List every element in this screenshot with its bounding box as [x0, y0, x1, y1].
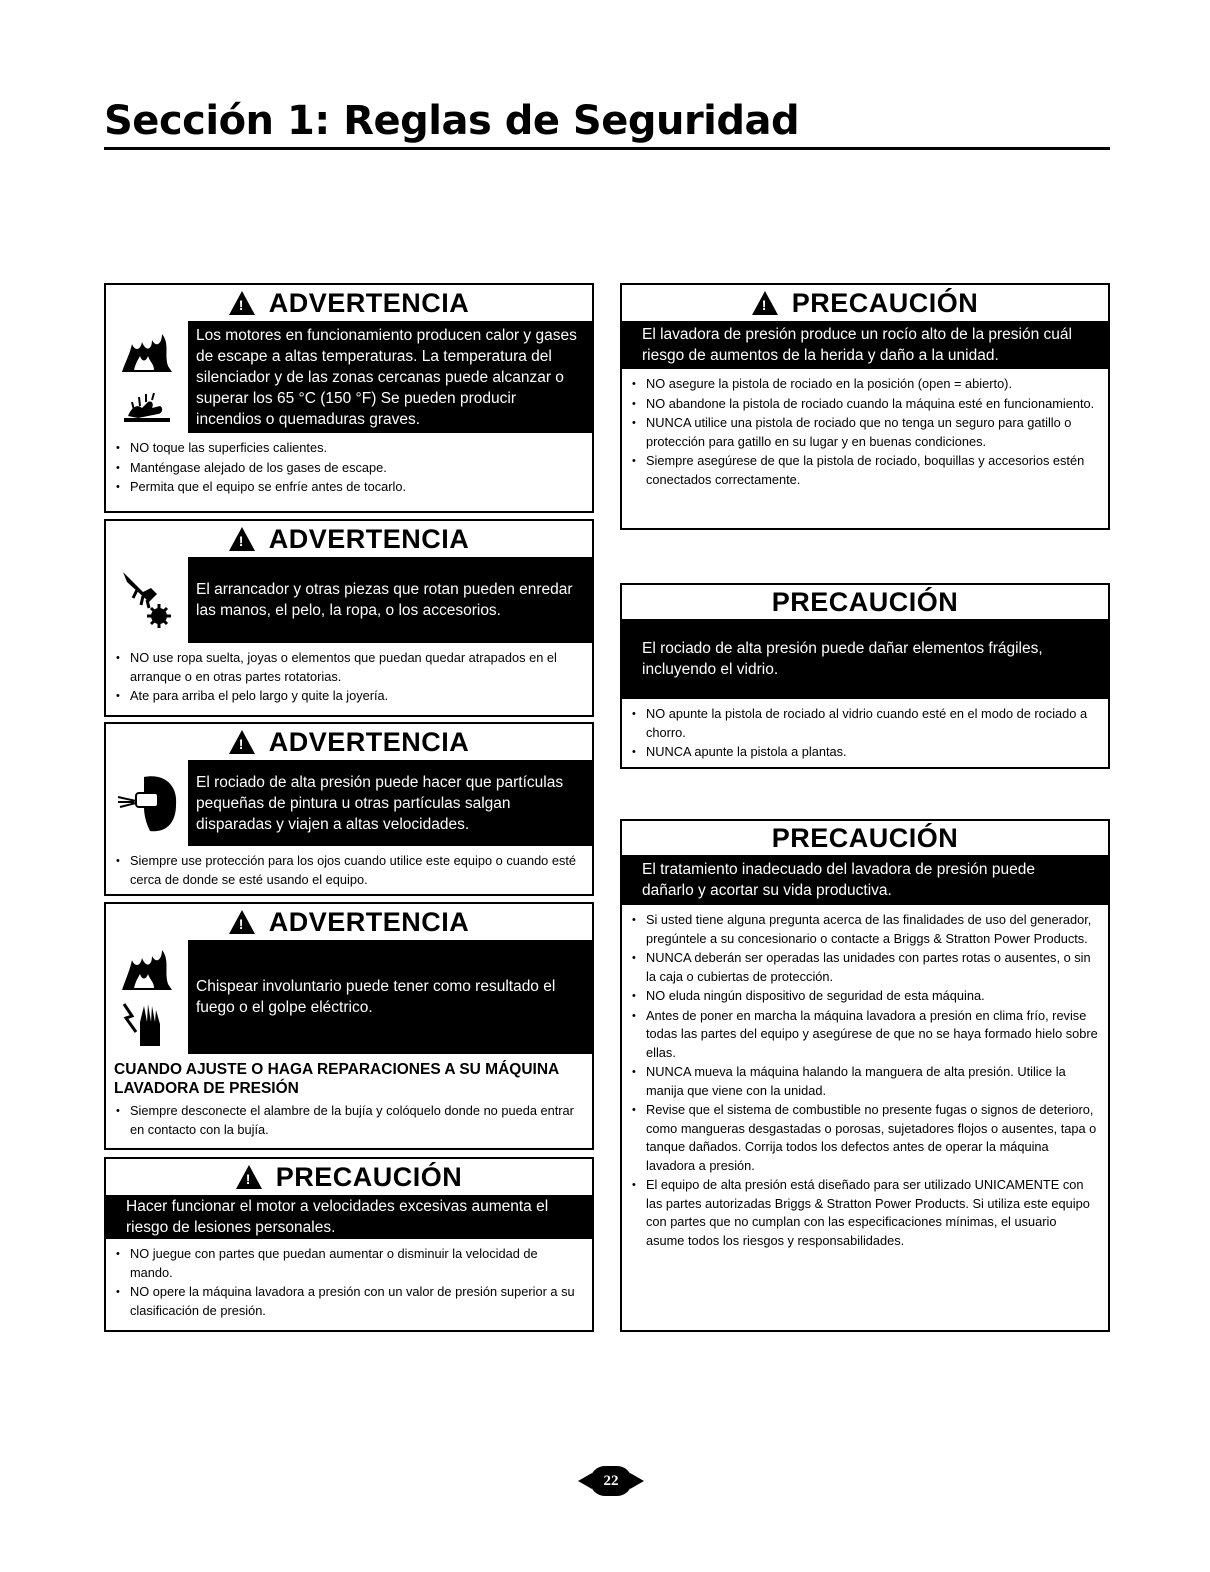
list-item: • Siempre use protección para los ojos cuando utilice este equipo o cuando esté cerca de donde se esté usando el equipo. — [116, 852, 582, 889]
list-item: • NO eluda ningún dispositivo de seguridad de esta máquina. — [632, 987, 1098, 1006]
page-number: 22 — [590, 1466, 632, 1496]
caution-message: Hacer funcionar el motor a velocidades excesivas aumenta el riesgo de lesiones personales. — [126, 1198, 549, 1236]
caution-message-band — [106, 1195, 592, 1239]
caution-box-overspeed — [104, 1157, 594, 1332]
list-item: • NO abandone la pistola de rociado cuando la máquina esté en funcionamiento. — [632, 395, 1098, 414]
warning-header — [106, 724, 592, 760]
fire-icon — [118, 330, 176, 374]
warning-header — [106, 285, 592, 321]
repair-subheading: CUANDO AJUSTE O HAGA REPARACIONES A SU MÁQUINA LAVADORA DE PRESIÓN — [114, 1061, 559, 1097]
warning-triangle-icon — [229, 291, 255, 315]
list-item: • NUNCA mueva la máquina halando la manguera de alta presión. Utilice la manija que viene con la unidad. — [632, 1063, 1098, 1100]
warning-message-band — [106, 557, 592, 643]
caution-heading: PRECAUCIÓN — [771, 586, 959, 617]
warning-message: El rociado de alta presión puede hacer que partículas pequeñas de pintura u otras partículas salgan disparadas y viajen a altas velocidades. — [196, 773, 564, 833]
warning-message-band — [106, 760, 592, 846]
caution-box-fragile — [620, 583, 1110, 769]
caution-message-band — [622, 619, 1108, 699]
warning-bullets — [106, 643, 592, 711]
entanglement-icon — [117, 568, 177, 632]
hazard-icons — [106, 321, 188, 433]
title-rule — [104, 147, 1110, 150]
list-item: • NUNCA deberán ser operadas las unidades con partes rotas o ausentes, o sin la caja o cubiertas de protección. — [632, 949, 1098, 986]
caution-bullets — [106, 1239, 592, 1325]
caution-message-band — [622, 321, 1108, 369]
list-item: • NO juegue con partes que puedan aumentar o disminuir la velocidad de mando. — [116, 1245, 582, 1282]
list-item: • El equipo de alta presión está diseñado para ser utilizado UNICAMENTE con las partes autorizadas Briggs & Stratton Power Products. Si utiliza este equipo con partes que no cumplan con las especificaciones mínimas, el usuario asume todos los riesgos y responsabilidades. — [632, 1176, 1098, 1250]
caution-bullets — [622, 699, 1108, 767]
caution-message-band — [622, 855, 1108, 905]
list-item: • NO asegure la pistola de rociado en la posición (open = abierto). — [632, 375, 1098, 394]
list-item: • Siempre asegúrese de que la pistola de rociado, boquillas y accesorios estén conectados correctamente. — [632, 452, 1098, 489]
warning-triangle-icon — [229, 730, 255, 754]
warning-heading: ADVERTENCIA — [268, 726, 470, 757]
caution-box-handling — [620, 819, 1110, 1332]
warning-message: Chispear involuntario puede tener como resultado el fuego o el golpe eléctrico. — [196, 978, 556, 1016]
list-item: • Permita que el equipo se enfríe antes de tocarlo. — [116, 478, 582, 497]
hazard-icons — [106, 940, 188, 1054]
hazard-icons — [106, 760, 188, 846]
caution-header — [622, 285, 1108, 321]
warning-triangle-icon — [229, 527, 255, 551]
warning-header — [106, 521, 592, 557]
warning-box-hot-surfaces — [104, 283, 594, 513]
list-item: • Manténgase alejado de los gases de escape. — [116, 459, 582, 478]
arrow-right-icon — [630, 1473, 644, 1489]
warning-heading: ADVERTENCIA — [268, 287, 470, 318]
warning-heading: ADVERTENCIA — [268, 906, 470, 937]
page-title: Sección 1: Reglas de Seguridad — [104, 98, 800, 144]
warning-message: Los motores en funcionamiento producen calor y gases de escape a altas temperaturas. La temperatura del silenciador y de las zonas cercanas puede alcanzar o superar los 65 °C (150 °F) Se pueden producir incendios o quemaduras graves. — [196, 326, 577, 428]
caution-header — [106, 1159, 592, 1195]
warning-triangle-icon — [752, 291, 778, 315]
warning-triangle-icon — [229, 910, 255, 934]
list-item: • Siempre desconecte el alambre de la bujía y colóquelo donde no pueda entrar en contacto con la bujía. — [116, 1102, 582, 1139]
caution-message: El rociado de alta presión puede dañar elementos frágiles, incluyendo el vidrio. — [642, 640, 1043, 678]
list-item: • Si usted tiene alguna pregunta acerca de las finalidades de uso del generador, pregúntele a su concesionario o contacte a Briggs & Stratton Power Products. — [632, 911, 1098, 948]
warning-message: El arrancador y otras piezas que rotan pueden enredar las manos, el pelo, la ropa, o los accesorios. — [196, 581, 573, 619]
warning-bullets — [106, 433, 592, 502]
list-item: • NO opere la máquina lavadora a presión con un valor de presión superior a su clasificación de presión. — [116, 1283, 582, 1320]
caution-bullets — [622, 905, 1108, 1255]
warning-bullets — [106, 846, 592, 894]
list-item: • Antes de poner en marcha la máquina lavadora a presión en clima frío, revise todas las partes del equipo y asegúrese de que no se haya formado hielo sobre ellas. — [632, 1007, 1098, 1063]
warning-bullets — [106, 1100, 592, 1144]
caution-heading: PRECAUCIÓN — [275, 1161, 463, 1192]
fire-icon — [118, 946, 176, 992]
burn-hand-icon — [118, 380, 176, 424]
list-item: • Revise que el sistema de combustible no presente fugas o signos de deterioro, como mangueras desgastadas o porosas, sujetadores flojos o ausentes, tapa o tanque dañados. Corrija todos los defectos antes de operar la máquina lavadora a presión. — [632, 1101, 1098, 1175]
warning-header — [106, 904, 592, 940]
warning-box-eye-protection — [104, 722, 594, 896]
list-item: • NO use ropa suelta, joyas o elementos que puedan quedar atrapados en el arranque o en otras partes rotatorias. — [116, 649, 582, 686]
list-item: • NO toque las superficies calientes. — [116, 439, 582, 458]
warning-box-entanglement — [104, 519, 594, 717]
hazard-icons — [106, 557, 188, 643]
warning-heading: ADVERTENCIA — [268, 523, 470, 554]
warning-box-sparking — [104, 902, 594, 1150]
caution-box-spray-gun — [620, 283, 1110, 530]
list-item: • Ate para arriba el pelo largo y quite la joyería. — [116, 687, 582, 706]
page-number-badge — [578, 1466, 644, 1496]
list-item: • NUNCA utilice una pistola de rociado que no tenga un seguro para gatillo o protección para gatillo en su lugar y en buenas condiciones. — [632, 414, 1098, 451]
eye-protection-icon — [114, 771, 180, 835]
caution-bullets — [622, 369, 1108, 494]
warning-message-band — [106, 321, 592, 433]
list-item: • NO apunte la pistola de rociado al vidrio cuando esté en el modo de rociado a chorro. — [632, 705, 1098, 742]
caution-heading: PRECAUCIÓN — [791, 287, 979, 318]
caution-header — [622, 585, 1108, 619]
caution-heading: PRECAUCIÓN — [771, 822, 959, 853]
warning-triangle-icon — [236, 1165, 262, 1189]
caution-header — [622, 821, 1108, 855]
caution-message: El tratamiento inadecuado del lavadora de presión puede dañarlo y acortar su vida productiva. — [642, 861, 1035, 899]
electric-shock-icon — [118, 998, 176, 1048]
list-item: • NUNCA apunte la pistola a plantas. — [632, 743, 1098, 762]
warning-message-band — [106, 940, 592, 1054]
caution-message: El lavadora de presión produce un rocío alto de la presión cuál riesgo de aumentos de la herida y daño a la unidad. — [642, 326, 1072, 364]
